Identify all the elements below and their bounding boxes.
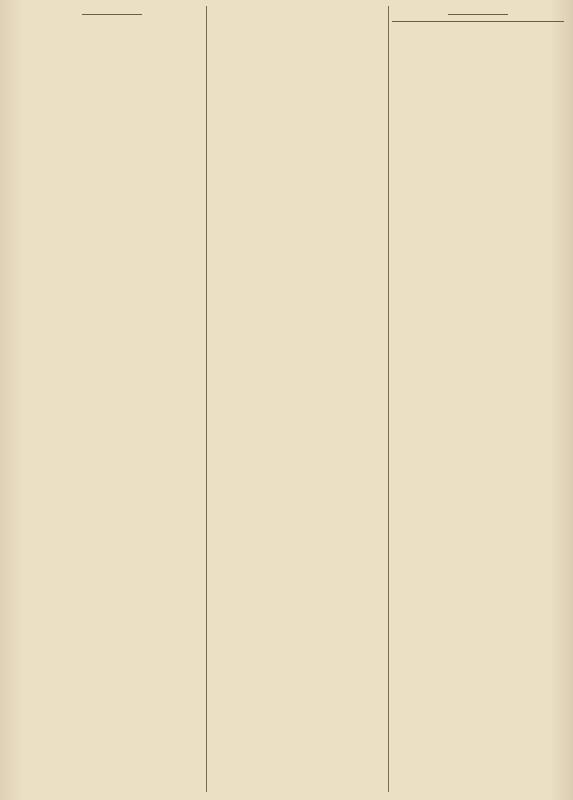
column-1 [22,8,202,21]
column-rule [206,6,207,792]
divider [82,14,142,15]
table-header [392,20,564,22]
divider [448,14,508,15]
column-rule [388,6,389,792]
column-3 [392,8,564,28]
